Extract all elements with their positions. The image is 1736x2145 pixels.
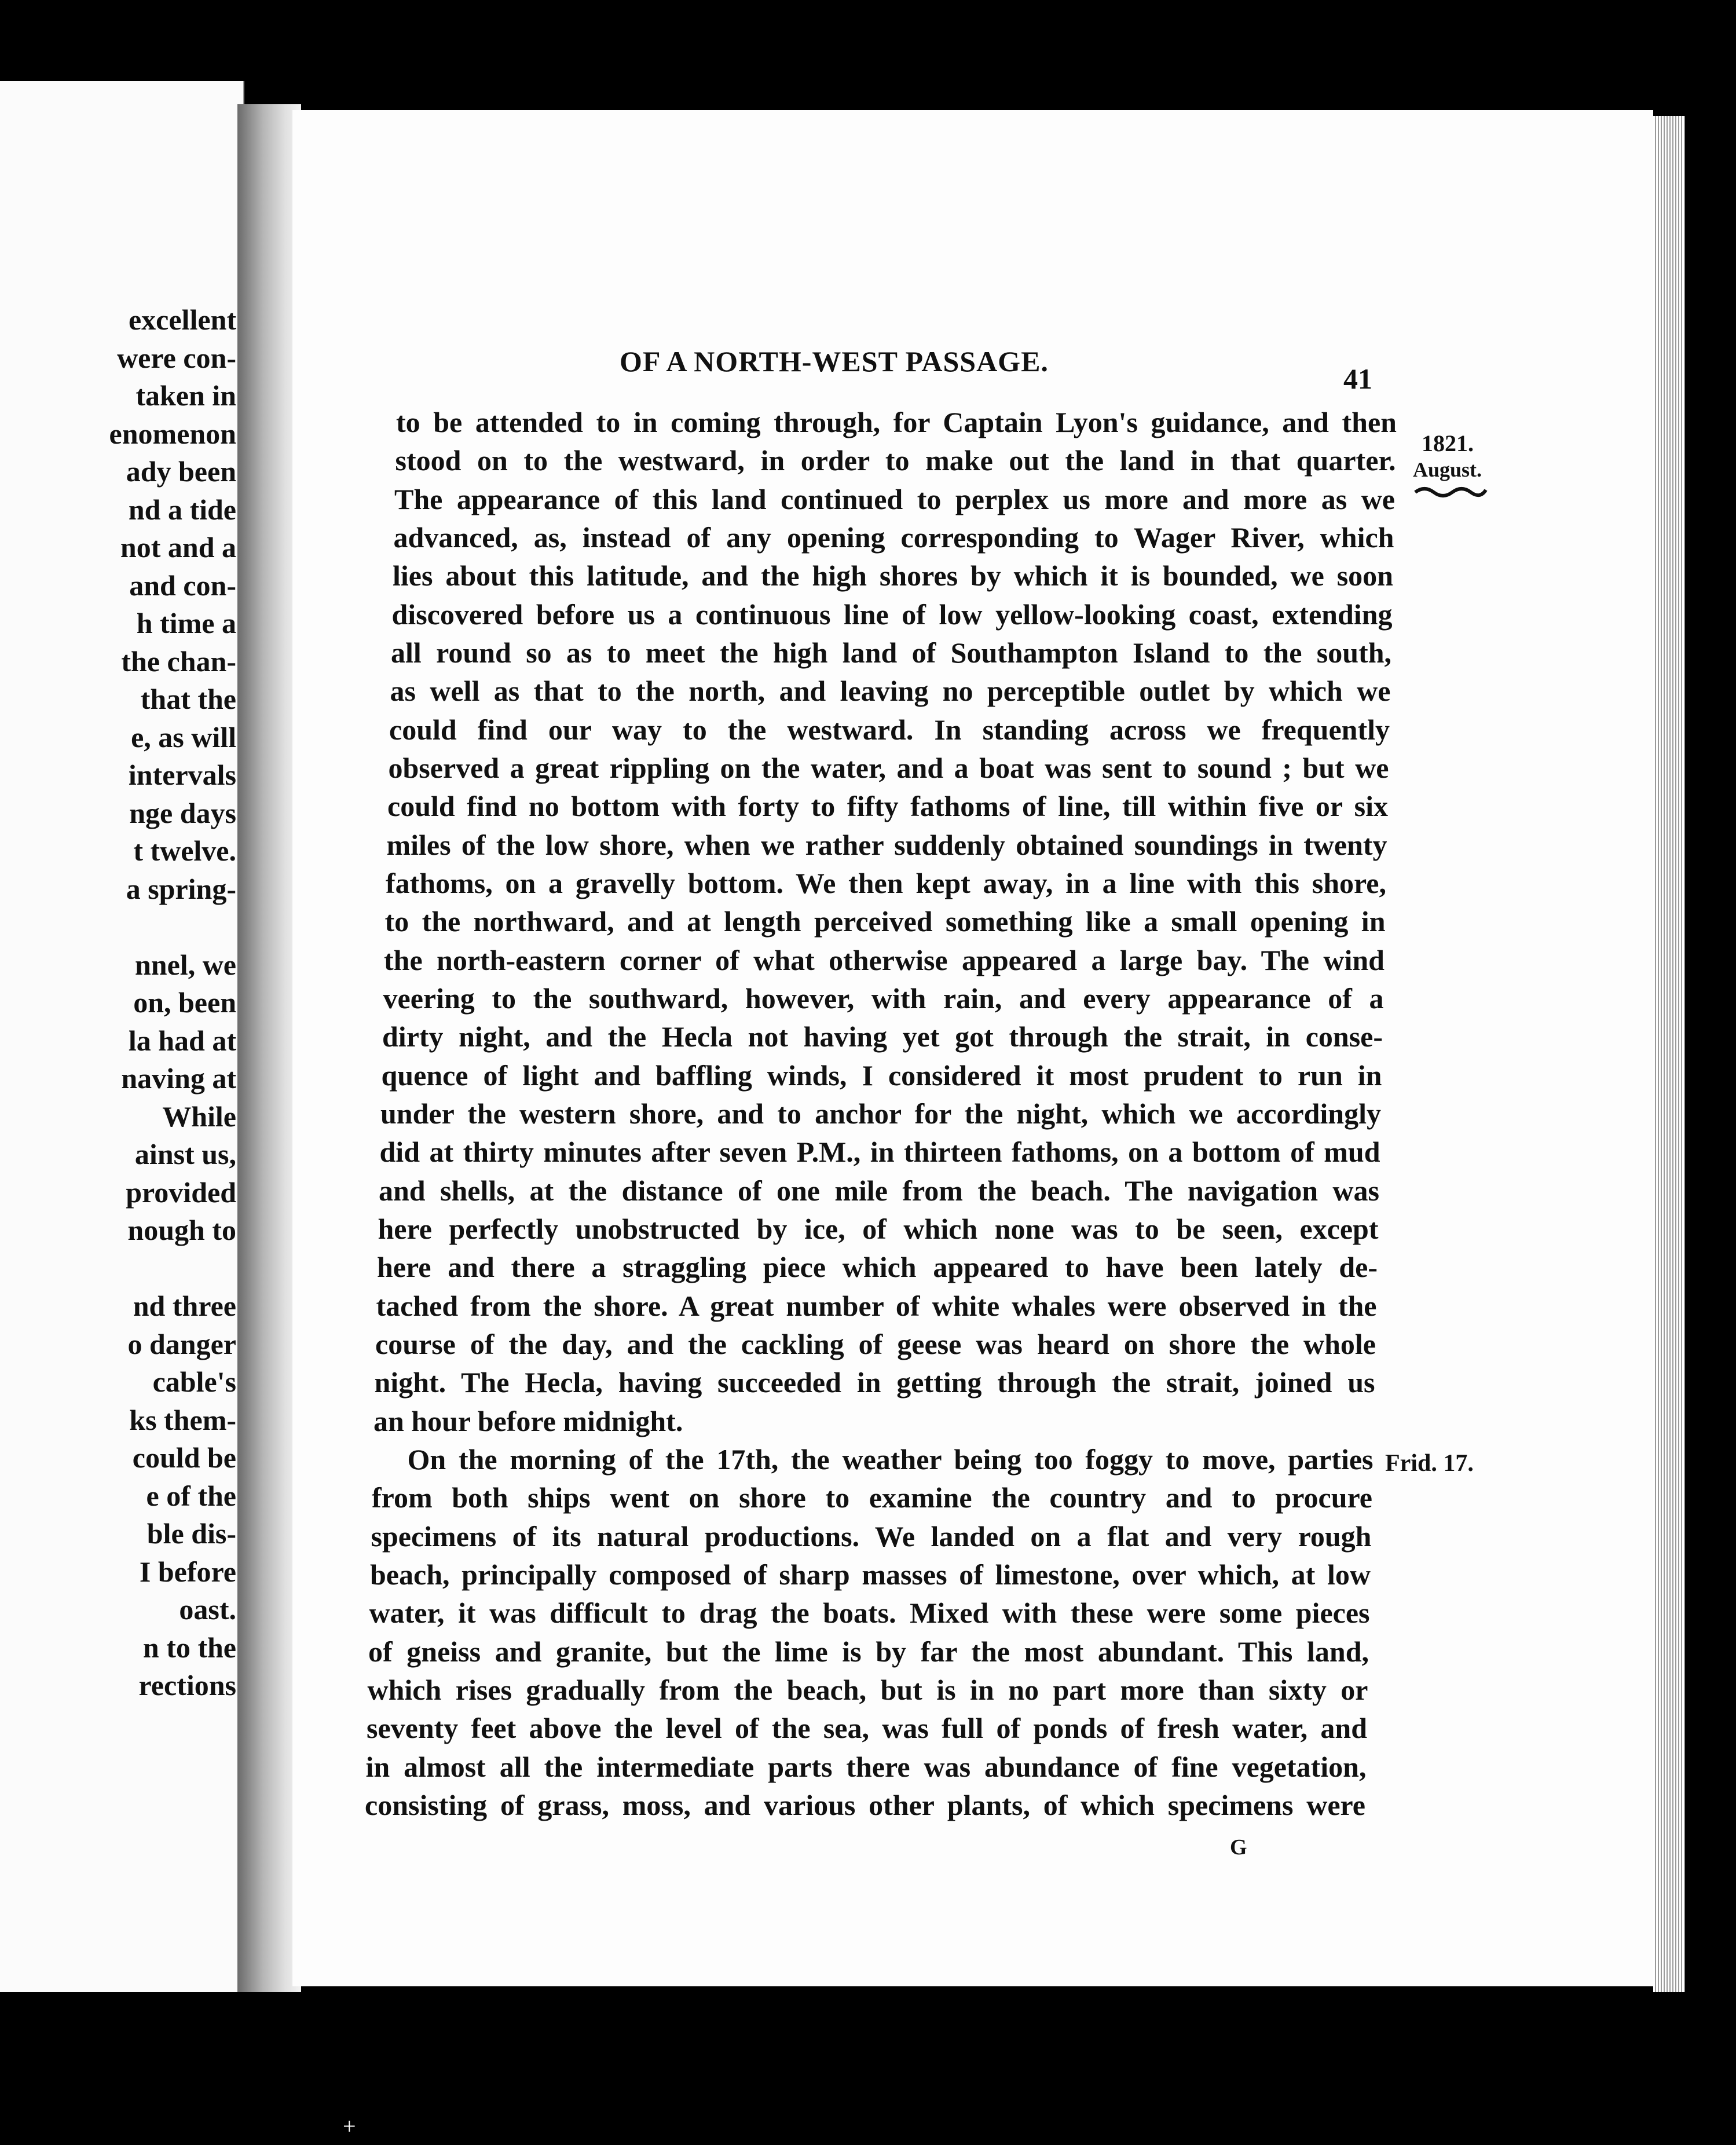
body-line: discovered before us a continuous line of low yellow-looking coast, extending	[391, 598, 1393, 631]
body-line: to the northward, and at length perceived something like a small opening in	[384, 905, 1386, 938]
body-line: the north-eastern corner of what otherwise appeared a large bay. The wind	[384, 943, 1385, 976]
body-line: and shells, at the distance of one mile from the beach. The navigation was	[379, 1174, 1379, 1207]
body-line: here perfectly unobstructed by ice, of which none was to be seen, except	[378, 1213, 1379, 1245]
body-line: quence of light and baffling winds, I considered it most prudent to run in	[381, 1059, 1382, 1092]
left-page-line: e of the	[146, 1479, 236, 1512]
body-line: seventy feet above the level of the sea, was full of ponds of fresh water, and	[367, 1712, 1367, 1745]
body-line: advanced, as, instead of any opening corresponding to Wager River, which	[393, 521, 1394, 554]
left-page-line: I before	[139, 1555, 236, 1588]
body-line: On the morning of the 17th, the weather being too foggy to move, parties	[407, 1443, 1374, 1476]
bottom-mark: +	[343, 2113, 356, 2139]
left-page-line: ainst us,	[134, 1138, 236, 1170]
left-page-line: cable's	[152, 1366, 236, 1398]
body-line: lies about this latitude, and the high shores by which it is bounded, we soon	[393, 559, 1393, 592]
left-page-line: la had at	[128, 1024, 236, 1057]
body-line: did at thirty minutes after seven P.M., in thirteen fathoms, on a bottom of mud	[379, 1136, 1380, 1169]
body-line: could find no bottom with forty to fifty fathoms of line, till within five or six	[387, 790, 1388, 823]
left-page-line: the chan-	[121, 645, 236, 678]
body-line: of gneiss and granite, but the lime is by far the most abundant. This land,	[368, 1635, 1369, 1668]
left-page-line: ble dis-	[147, 1517, 236, 1550]
left-page-fragment	[0, 81, 244, 1992]
body-line: veering to the southward, however, with rain, and every appearance of a	[383, 982, 1384, 1015]
body-line: all round so as to meet the high land of Southampton Island to the south,	[391, 636, 1391, 669]
signature-mark: G	[1230, 1835, 1247, 1860]
body-line: course of the day, and the cackling of geese was heard on shore the whole	[375, 1328, 1376, 1360]
left-page-line: enomenon	[109, 417, 236, 450]
left-page-line: nd a tide	[128, 493, 236, 526]
page-edge	[1653, 116, 1685, 1992]
left-page-line: h time a	[136, 607, 236, 639]
left-page-line: and con-	[129, 569, 236, 602]
left-page-line: ks them-	[129, 1403, 236, 1436]
left-page-line: While	[162, 1100, 236, 1133]
body-line: stood on to the westward, in order to make out the land in that quarter.	[395, 444, 1396, 477]
margin-month: August.	[1413, 458, 1482, 481]
body-line: tached from the shore. A great number of white whales were observed in the	[376, 1289, 1377, 1322]
left-page-line: nough to	[127, 1214, 236, 1246]
body-line: beach, principally composed of sharp masses of limestone, over which, at low	[370, 1558, 1371, 1591]
book-gutter	[237, 104, 301, 1992]
body-line: to be attended to in coming through, for Captain Lyon's guidance, and then	[396, 406, 1397, 438]
margin-year: 1821.	[1422, 430, 1474, 456]
body-line: specimens of its natural productions. We landed on a flat and very rough	[371, 1520, 1372, 1553]
body-line: consisting of grass, moss, and various other plants, of which specimens were	[365, 1789, 1365, 1821]
left-page-line: that the	[140, 683, 236, 715]
body-line: miles of the low shore, when we rather suddenly obtained soundings in twenty	[386, 828, 1387, 861]
left-page-line: oast.	[179, 1593, 236, 1626]
margin-day: Frid. 17.	[1385, 1450, 1474, 1477]
body-line: fathoms, on a gravelly bottom. We then kept away, in a line with this shore,	[386, 867, 1386, 899]
left-page-line: rections	[138, 1669, 236, 1701]
left-page-line: provided	[126, 1176, 236, 1209]
body-line: The appearance of this land continued to perplex us more and more as we	[394, 482, 1395, 515]
body-line: an hour before midnight.	[373, 1404, 683, 1437]
left-page-line: ady been	[126, 455, 236, 488]
left-page-line: nnel, we	[135, 948, 236, 981]
left-page-line: were con-	[117, 341, 236, 374]
left-page-line: intervals	[128, 759, 236, 791]
left-page-line: nge days	[129, 796, 236, 829]
body-line: observed a great rippling on the water, and a boat was sent to sound ; but we	[388, 752, 1389, 784]
body-line: water, it was difficult to drag the boats. Mixed with these were some pieces	[369, 1597, 1370, 1630]
left-page-line: could be	[132, 1441, 236, 1474]
body-line: from both ships went on shore to examine the country and to procure	[372, 1481, 1372, 1514]
swash-ornament	[1413, 484, 1488, 498]
left-page-line: t twelve.	[133, 834, 236, 867]
left-page-line: excellent	[128, 303, 236, 336]
running-head: OF A NORTH-WEST PASSAGE.	[620, 345, 1049, 378]
left-page-line: o danger	[127, 1327, 236, 1360]
body-line: could find our way to the westward. In standing across we frequently	[389, 713, 1390, 746]
body-line: which rises gradually from the beach, but is in no part more than sixty or	[367, 1674, 1368, 1706]
left-page-line: a spring-	[126, 872, 236, 905]
left-page-line: n to the	[142, 1631, 236, 1664]
left-page-line: not and a	[120, 531, 236, 563]
body-line: dirty night, and the Hecla not having yet got through the strait, in conse-	[382, 1020, 1383, 1053]
body-line: night. The Hecla, having succeeded in getting through the strait, joined us	[374, 1366, 1375, 1399]
left-page-line: taken in	[135, 379, 236, 412]
body-line: as well as that to the north, and leaving no perceptible outlet by which we	[390, 675, 1391, 708]
left-page-line: e, as will	[131, 720, 236, 753]
page-number: 41	[1343, 363, 1372, 395]
left-page-line: on, been	[133, 986, 236, 1019]
left-page-line: naving at	[121, 1062, 236, 1095]
body-line: under the western shore, and to anchor for the night, which we accordingly	[380, 1097, 1381, 1130]
body-line: in almost all the intermediate parts there was abundance of fine vegetation,	[365, 1750, 1367, 1783]
left-page-line: nd three	[133, 1290, 236, 1322]
body-line: here and there a straggling piece which appeared to have been lately de-	[377, 1251, 1378, 1284]
